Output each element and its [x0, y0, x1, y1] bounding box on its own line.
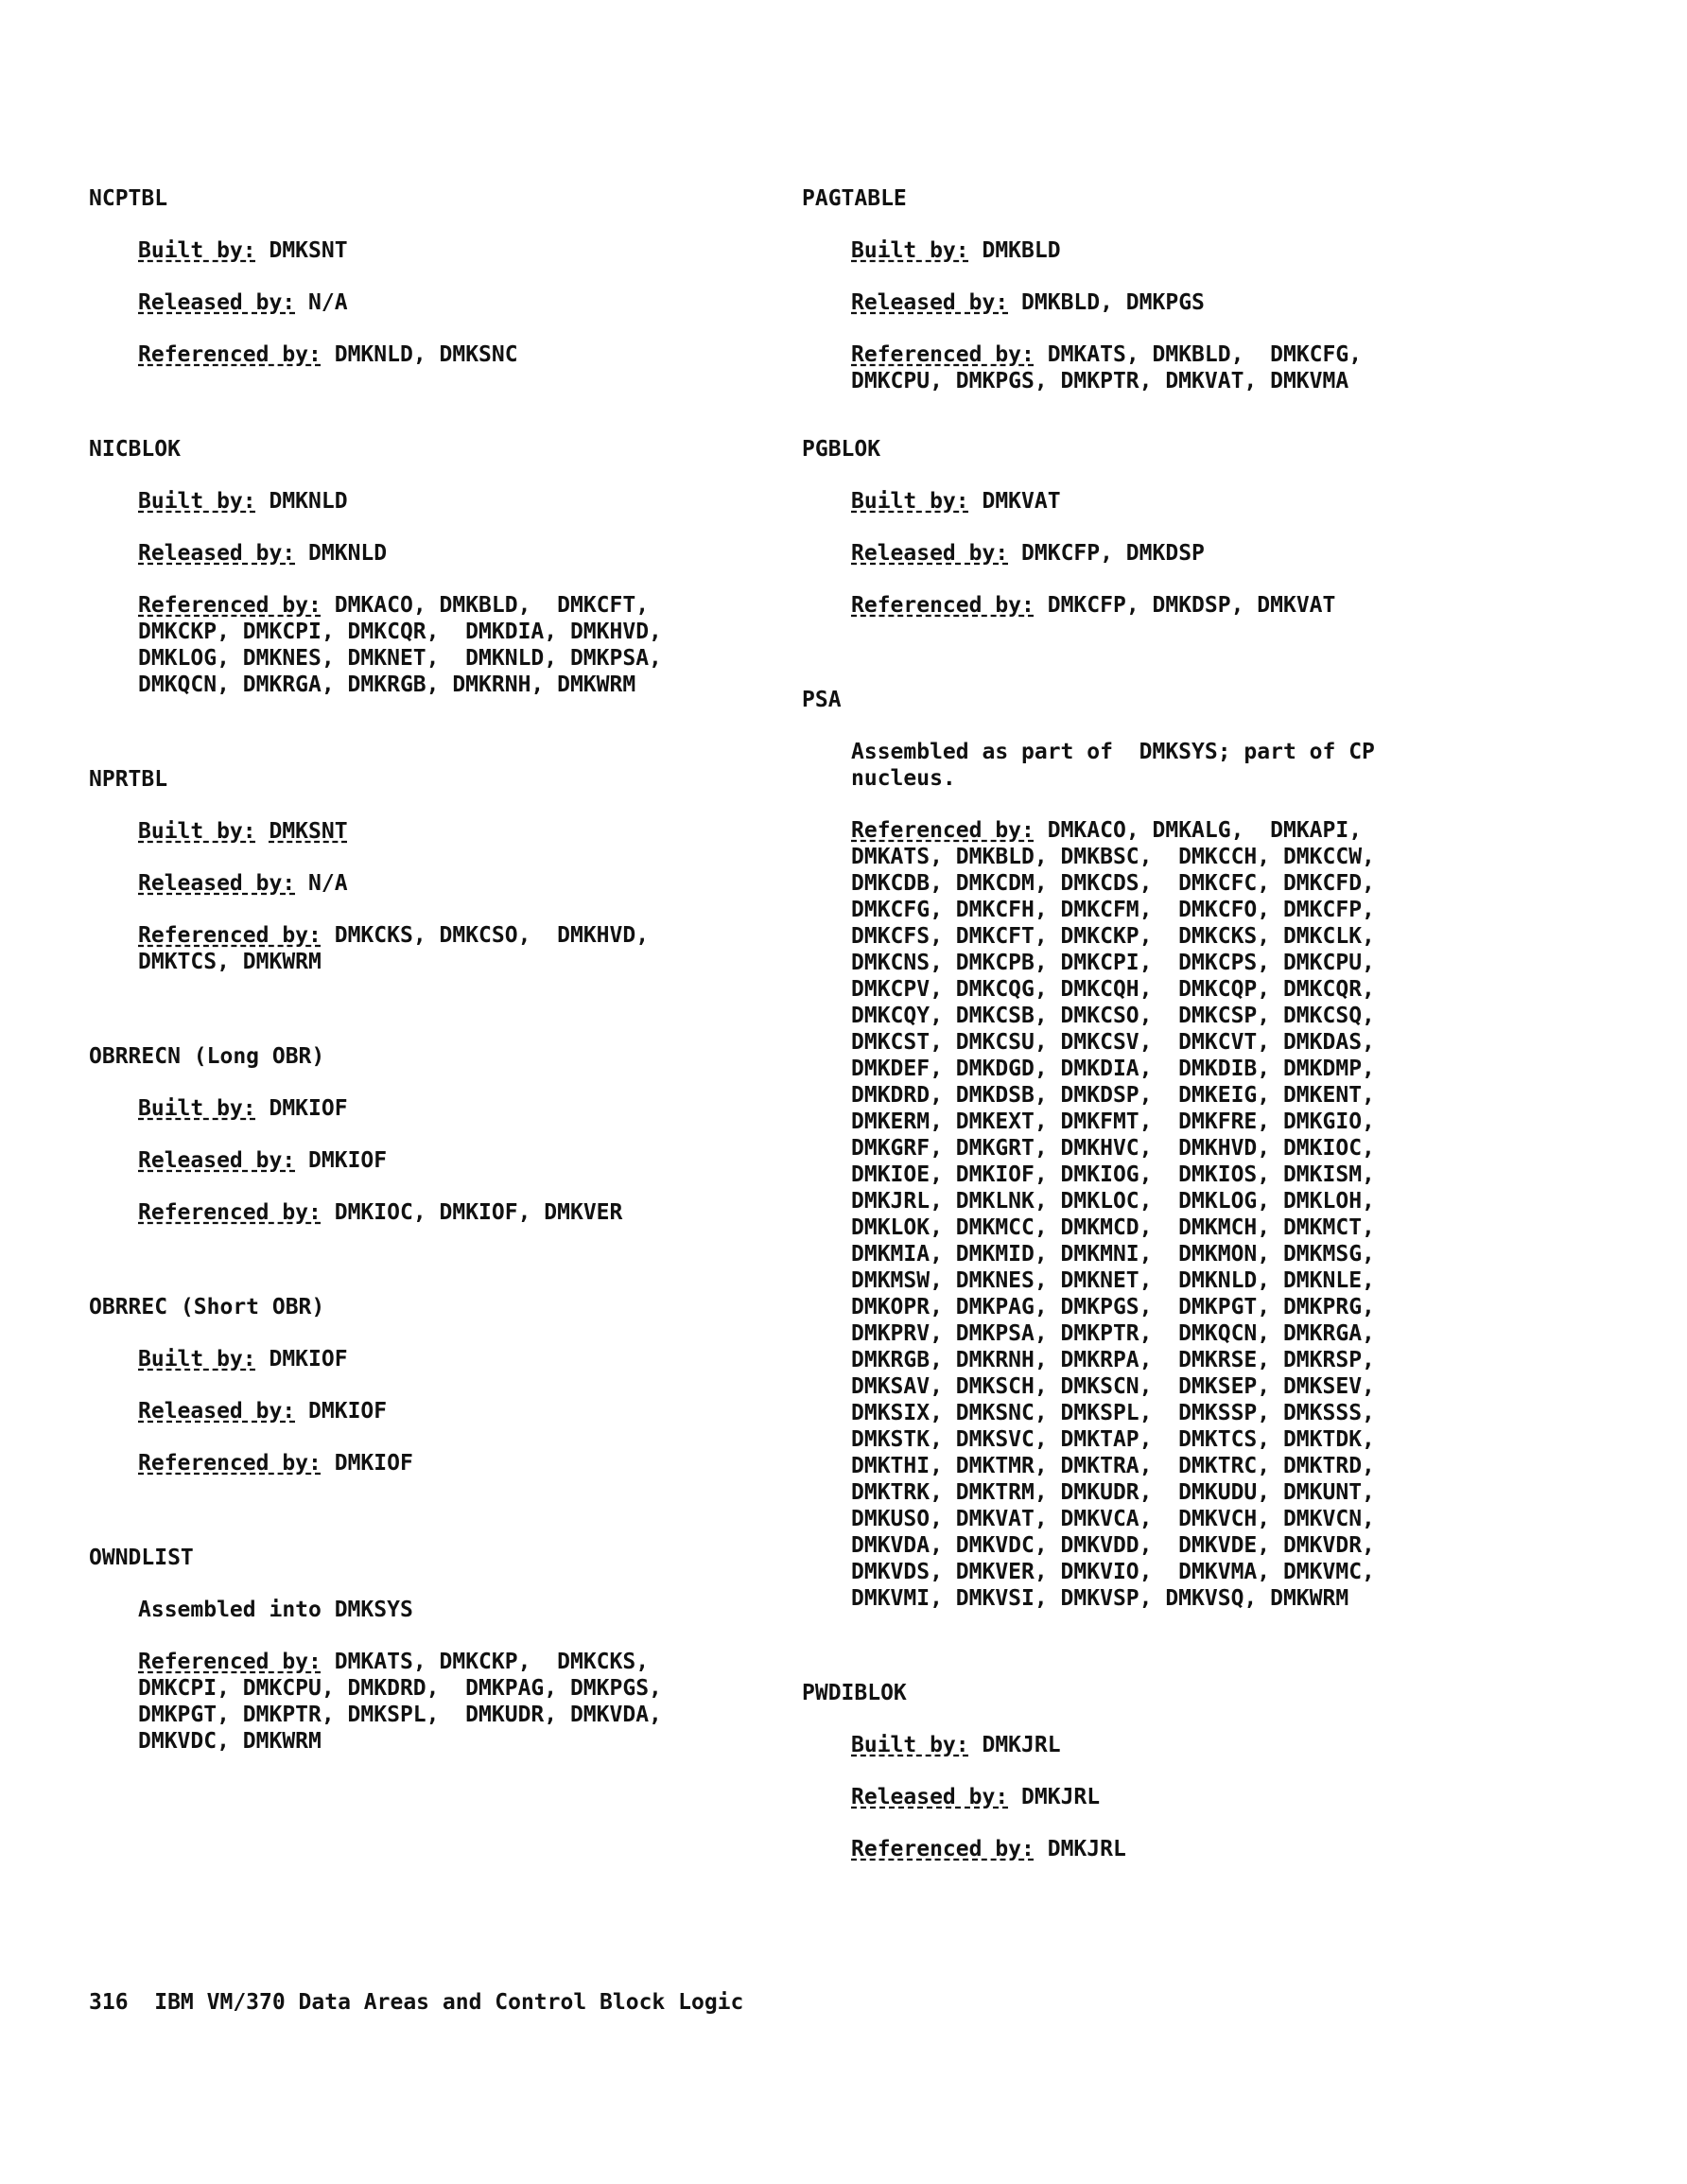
- entry-nprtbl: [89, 766, 751, 975]
- referenced-by-label: Referenced by:: [138, 1451, 322, 1476]
- released-by-label: Released by:: [851, 541, 1009, 566]
- referenced-by-label: Referenced by:: [138, 1650, 322, 1674]
- referenced-by-line: [138, 922, 751, 975]
- entry-ncptbl: [89, 185, 751, 368]
- referenced-by-line: [851, 592, 1464, 619]
- released-by-value: DMKIOF: [308, 1399, 388, 1424]
- entry-obrrecn: [89, 1043, 751, 1226]
- built-by-label: Built by:: [138, 238, 256, 263]
- released-by-value: DMKJRL: [1021, 1785, 1101, 1809]
- released-by-line: [138, 1147, 751, 1174]
- built-by-line: [851, 488, 1464, 515]
- built-by-value: DMKSNT: [269, 819, 348, 844]
- built-by-label: Built by:: [138, 819, 256, 844]
- released-by-label: Released by:: [138, 541, 296, 566]
- released-by-value: DMKIOF: [308, 1148, 388, 1173]
- referenced-by-value: DMKNLD, DMKSNC: [334, 342, 518, 367]
- referenced-by-line: [851, 341, 1464, 394]
- built-by-value: DMKSNT: [269, 238, 348, 263]
- released-by-line: [851, 1784, 1464, 1810]
- released-by-value: DMKBLD, DMKPGS: [1021, 290, 1205, 315]
- assembly-note: Assembled into DMKSYS: [138, 1598, 413, 1622]
- referenced-by-value: DMKIOF: [334, 1451, 413, 1476]
- released-by-line: [851, 289, 1464, 316]
- entry-pagtable: [802, 185, 1464, 394]
- entry-title: NCPTBL: [89, 186, 168, 211]
- referenced-by-value: DMKATS, DMKCKP, DMKCKS, DMKCPI, DMKCPU, DMKDRD, DMKPAG, DMKPGS, DMKPGT, DMKPTR, DMKSPL, DMKUDR, DMKVDA, DMKVDC, DMKWRM: [138, 1650, 662, 1754]
- entry-psa: [802, 687, 1464, 1612]
- referenced-by-value: DMKATS, DMKBLD, DMKCFG, DMKCPU, DMKPGS, DMKPTR, DMKVAT, DMKVMA: [851, 342, 1363, 393]
- released-by-line: [138, 870, 751, 897]
- entry-title: NICBLOK: [89, 437, 181, 462]
- built-by-value: DMKNLD: [269, 489, 348, 514]
- built-by-line: [138, 488, 751, 515]
- referenced-by-value: DMKACO, DMKALG, DMKAPI, DMKATS, DMKBLD, DMKBSC, DMKCCH, DMKCCW, DMKCDB, DMKCDM, DMKCDS, DMKCFC, DMKCFD, DMKCFG, DMKCFH, DMKCFM, DMKCFO, DMKCFP, DMKCFS, DMKCFT, DMKCKP, DMKCKS, DMKCLK, DMKCNS, DMKCPB, DMKCPI, DMKCPS, DMKCPU, DMKCPV, DMKCQG, DMKCQH, DMKCQP, DMKCQR, DMKCQY, DMKCSB, DMKCSO, DMKCSP, DMKCSQ, DMKCST, DMKCSU, DMKCSV, DMKCVT, DMKDAS, DMKDEF, DMKDGD, DMKDIA, DMKDIB, DMKDMP, DMKDRD, DMKDSB, DMKDSP, DMKEIG, DMKENT, DMKERM, DMKEXT, DMKFMT, DMKFRE, DMKGIO, DMKGRF, DMKGRT, DMKHVC, DMKHVD, DMKIOC, DMKIOE, DMKIOF, DMKIOG, DMKIOS, DMKISM, DMKJRL, DMKLNK, DMKLOC, DMKLOG, DMKLOH, DMKLOK, DMKMCC, DMKMCD, DMKMCH, DMKMCT, DMKMIA, DMKMID, DMKMNI, DMKMON, DMKMSG, DMKMSW, DMKNES, DMKNET, DMKNLD, DMKNLE, DMKOPR, DMKPAG, DMKPGS, DMKPGT, DMKPRG, DMKPRV, DMKPSA, DMKPTR, DMKQCN, DMKRGA, DMKRGB, DMKRNH, DMKRPA, DMKRSE, DMKRSP, DMKSAV, DMKSCH, DMKSCN, DMKSEP, DMKSEV, DMKSIX, DMKSNC, DMKSPL, DMKSSP, DMKSSS, DMKSTK, DMKSVC, DMKTAP, DMKTCS, DMKTDK, DMKTHI, DMKTMR, DMKTRA, DMKTRC, DMKTRD, DMKTRK, DMKTRM, DMKUDR, DMKUDU, DMKUNT, DMKUSO, DMKVAT, DMKVCA, DMKVCH, DMKVCN, DMKVDA, DMKVDC, DMKVDD, DMKVDE, DMKVDR, DMKVDS, DMKVER, DMKVIO, DMKVMA, DMKVMC, DMKVMI, DMKVSI, DMKVSP, DMKVSQ, DMKWRM: [851, 818, 1375, 1611]
- referenced-by-line: [851, 1836, 1464, 1862]
- released-by-label: Released by:: [138, 290, 296, 315]
- referenced-by-line: [138, 1649, 751, 1755]
- built-by-label: Built by:: [138, 1347, 256, 1372]
- released-by-value: N/A: [308, 290, 348, 315]
- referenced-by-value: DMKIOC, DMKIOF, DMKVER: [334, 1200, 623, 1225]
- referenced-by-line: [138, 1450, 751, 1476]
- released-by-label: Released by:: [138, 1148, 296, 1173]
- referenced-by-line: [851, 817, 1464, 1612]
- released-by-label: Released by:: [138, 871, 296, 896]
- referenced-by-label: Referenced by:: [851, 1837, 1035, 1861]
- built-by-value: DMKJRL: [982, 1733, 1061, 1757]
- built-by-label: Built by:: [851, 489, 969, 514]
- entry-title: OBRRECN (Long OBR): [89, 1044, 325, 1069]
- left-column: [89, 185, 751, 1755]
- page-footer: 316 IBM VM/370 Data Areas and Control Block Logic: [89, 1990, 744, 2015]
- entry-title: OBRREC (Short OBR): [89, 1295, 325, 1319]
- built-by-value: DMKIOF: [269, 1096, 348, 1121]
- entry-pwdiblok: [802, 1680, 1464, 1862]
- entry-title: NPRTBL: [89, 767, 168, 792]
- built-by-line: [138, 1346, 751, 1372]
- released-by-value: N/A: [308, 871, 348, 896]
- built-by-line: [138, 818, 751, 845]
- entry-pgblok: [802, 436, 1464, 619]
- referenced-by-label: Referenced by:: [138, 593, 322, 618]
- built-by-label: Built by:: [138, 489, 256, 514]
- right-column: [802, 185, 1464, 1862]
- built-by-value: DMKBLD: [982, 238, 1061, 263]
- released-by-label: Released by:: [851, 1785, 1009, 1809]
- referenced-by-value: DMKCKS, DMKCSO, DMKHVD, DMKTCS, DMKWRM: [138, 923, 650, 974]
- entry-title: OWNDLIST: [89, 1546, 194, 1570]
- referenced-by-line: [138, 592, 751, 698]
- built-by-value: DMKVAT: [982, 489, 1061, 514]
- referenced-by-label: Referenced by:: [138, 342, 322, 367]
- released-by-label: Released by:: [851, 290, 1009, 315]
- released-by-line: [138, 1398, 751, 1424]
- entry-owndlist: [89, 1545, 751, 1755]
- referenced-by-value: DMKJRL: [1047, 1837, 1126, 1861]
- referenced-by-value: DMKACO, DMKBLD, DMKCFT, DMKCKP, DMKCPI, DMKCQR, DMKDIA, DMKHVD, DMKLOG, DMKNES, DMKNET, DMKNLD, DMKPSA, DMKQCN, DMKRGA, DMKRGB, DMKRNH, DMKWRM: [138, 593, 662, 697]
- referenced-by-label: Referenced by:: [138, 1200, 322, 1225]
- released-by-line: [851, 540, 1464, 567]
- entry-obrrec: [89, 1294, 751, 1476]
- built-by-line: [138, 237, 751, 264]
- built-by-value: DMKIOF: [269, 1347, 348, 1372]
- entry-title: PWDIBLOK: [802, 1681, 907, 1705]
- released-by-value: DMKNLD: [308, 541, 388, 566]
- built-by-label: Built by:: [851, 1733, 969, 1757]
- built-by-line: [851, 237, 1464, 264]
- released-by-line: [138, 289, 751, 316]
- referenced-by-label: Referenced by:: [851, 818, 1035, 843]
- referenced-by-label: Referenced by:: [851, 593, 1035, 618]
- entry-title: PSA: [802, 688, 842, 712]
- built-by-line: [138, 1095, 751, 1122]
- entry-title: PAGTABLE: [802, 186, 907, 211]
- released-by-value: DMKCFP, DMKDSP: [1021, 541, 1205, 566]
- released-by-label: Released by:: [138, 1399, 296, 1424]
- assembly-note: Assembled as part of DMKSYS; part of CP nucleus.: [851, 740, 1375, 791]
- built-by-label: Built by:: [138, 1096, 256, 1121]
- referenced-by-label: Referenced by:: [851, 342, 1035, 367]
- built-by-line: [851, 1732, 1464, 1758]
- released-by-line: [138, 540, 751, 567]
- built-by-label: Built by:: [851, 238, 969, 263]
- referenced-by-label: Referenced by:: [138, 923, 322, 948]
- referenced-by-line: [138, 1199, 751, 1226]
- entry-nicblok: [89, 436, 751, 698]
- referenced-by-line: [138, 341, 751, 368]
- referenced-by-value: DMKCFP, DMKDSP, DMKVAT: [1047, 593, 1336, 618]
- entry-title: PGBLOK: [802, 437, 881, 462]
